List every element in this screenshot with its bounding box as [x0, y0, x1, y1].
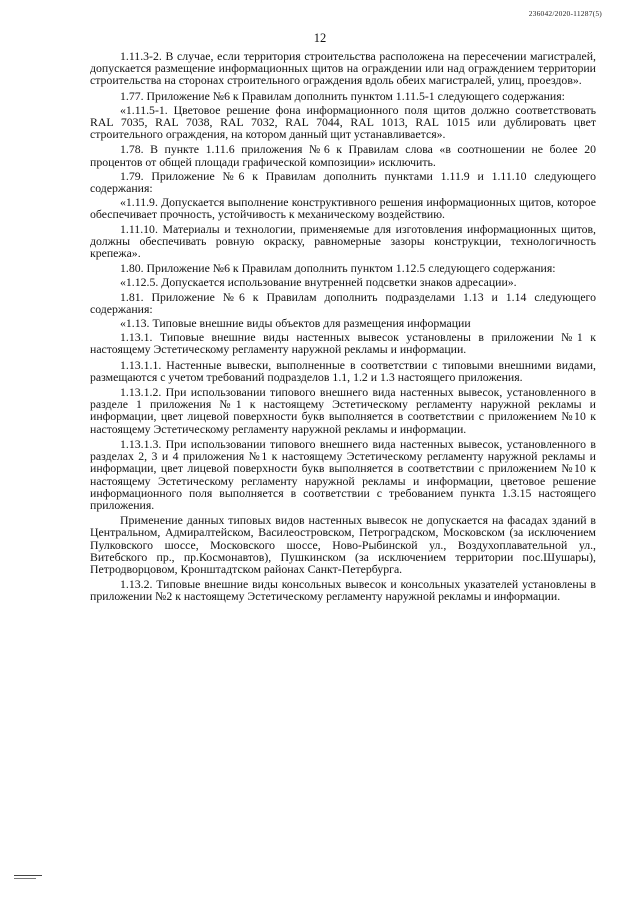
- paragraph: Применение данных типовых видов настенных вывесок не допускается на фасадах зданий в Центральном, Адмиралтейском, Василеостровском, Петроградском, Московском (за исключением Пулковского шоссе, Московского шоссе, Ново-Рыбинской ул., Воздухоплавательной ул., Витебского пр., пр.Космонавтов), Пушкинском (за исключением территории пос.Шушары), Петродворцовом, Кронштадтском районах Санкт-Петербурга.: [90, 513, 596, 576]
- paragraph: 1.13.2. Типовые внешние виды консольных вывесок и консольных указателей установлены в приложении №2 к настоящему Эстетическому регламенту наружной рекламы и информации.: [90, 577, 596, 604]
- section-heading: «1.13. Типовые внешние виды объектов для размещения информации: [120, 316, 471, 331]
- paragraph: «1.11.5-1. Цветовое решение фона информационного поля щитов должно соответствовать RAL 7035, RAL 7038, RAL 7032, RAL 7044, RAL 1013, RAL 1015 или дублировать цвет строительного ограждения, на котором данный щит устанавливается».: [90, 102, 596, 142]
- paragraph: «1.11.9. Допускается выполнение конструктивного решения информационных щитов, которое обеспечивает прочность, устойчивость к механическому воздействию.: [90, 195, 596, 222]
- paragraph: 1.13.1.1. Настенные вывески, выполненные в соответствии с типовыми внешними видами, размещаются с учетом требований подразделов 1.1, 1.2 и 1.3 настоящего приложения.: [90, 357, 596, 384]
- footer-divider: [14, 875, 42, 876]
- paragraph: 1.13.1. Типовые внешние виды настенных вывесок установлены в приложении №1 к настоящему Эстетическому регламенту наружной рекламы и информации.: [90, 330, 596, 357]
- paragraph: «1.12.5. Допускается использование внутренней подсветки знаков адресации».: [120, 275, 517, 290]
- paragraph: 1.11.10. Материалы и технологии, применяемые для изготовления информационных щитов, должны обеспечивать ровную окраску, равномерные зазоры конструкции, технологичность крепежа».: [90, 221, 596, 261]
- page-number: 12: [313, 31, 327, 45]
- paragraph: 1.79. Приложение №6 к Правилам дополнить пунктами 1.11.9 и 1.11.10 следующего содержания:: [90, 168, 596, 196]
- paragraph: 1.77. Приложение №6 к Правилам дополнить пунктом 1.11.5-1 следующего содержания:: [120, 88, 565, 103]
- paragraph: 1.80. Приложение №6 к Правилам дополнить пунктом 1.12.5 следующего содержания:: [120, 261, 556, 276]
- paragraph: 1.78. В пункте 1.11.6 приложения №6 к Правилам слова «в соотношении не более 20 процентов от общей площади графической композиции» исключить.: [90, 142, 596, 169]
- footer-divider: [14, 878, 36, 879]
- document-body: [90, 50, 596, 603]
- paragraph: 1.11.3-2. В случае, если территория строительства расположена на пересечении магистралей, допускается размещение информационных щитов на ограждении или над ограждением территории строительства на сторонах строительного ограждения вдоль обеих магистралей, улиц, проездов».: [90, 49, 596, 88]
- document-number: 236042/2020-11287(5): [528, 9, 602, 18]
- paragraph: 1.81. Приложение №6 к Правилам дополнить подразделами 1.13 и 1.14 следующего содержания:: [90, 289, 596, 316]
- paragraph: 1.13.1.3. При использовании типового внешнего вида настенных вывесок, установленного в разделах 2, 3 и 4 приложения №1 к настоящему Эстетическому регламенту наружной рекламы и информации, цвет лицевой поверхности букв выполняется в соответствии с приложением №10 к настоящему Эстетическому регламенту наружной рекламы и информации, цветовое решение информационного поля выполняется в соответствии с требованием пункта 1.3.15 настоящего приложения.: [90, 436, 596, 512]
- paragraph: 1.13.1.2. При использовании типового внешнего вида настенных вывесок, установленного в разделе 1 приложения №1 к настоящему Эстетическому регламенту наружной рекламы и информации, цвет лицевой поверхности букв выполняется в соответствии с приложением №10 к настоящему Эстетическому регламенту наружной рекламы и информации.: [90, 385, 596, 436]
